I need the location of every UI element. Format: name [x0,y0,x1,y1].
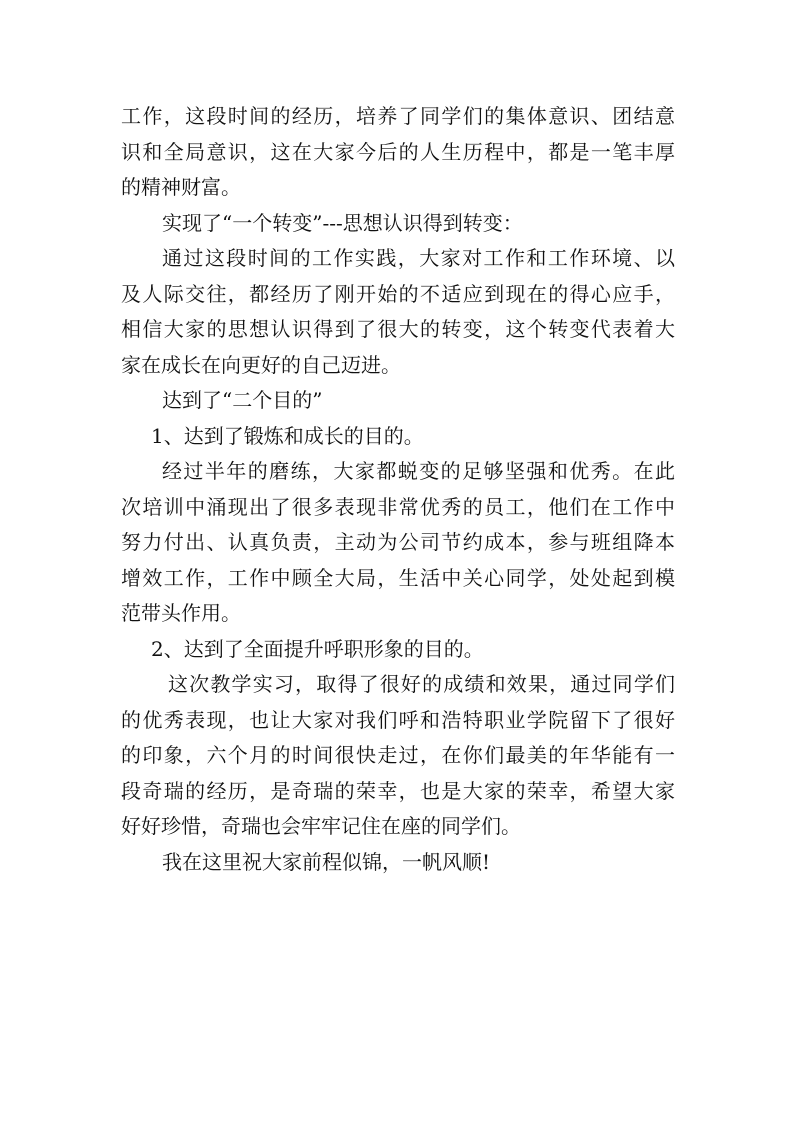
text-line: 识和全局意识，这在大家今后的人生历程中，都是一笔丰厚 [121,139,675,164]
text-line: 范带头作用。 [121,601,241,625]
section-heading: 达到了“二个目的” [162,388,323,412]
text-line: 工作，这段时间的经历，培养了同学们的集体意识、团结意 [121,104,675,128]
closing-line: 我在这里祝大家前程似锦，一帆风顺! [162,849,491,874]
text-line: 相信大家的思想认识得到了很大的转变，这个转变代表着大 [121,317,675,341]
text-line: 努力付出、认真负责，主动为公司节约成本，参与班组降本 [121,530,675,554]
text-line: 家在成长在向更好的自己迈进。 [121,352,401,377]
text-line: 经过半年的磨练，大家都蜕变的足够坚强和优秀。在此 [162,459,675,483]
text-line: 段奇瑞的经历，是奇瑞的荣幸，也是大家的荣幸，希望大家 [121,778,675,803]
text-line: 通过这段时间的工作实践，大家对工作和工作环境、以 [162,246,675,270]
text-line: 增效工作，工作中顾全大局，生活中关心同学，处处起到模 [121,565,675,590]
section-heading: 实现了“一个转变”---思想认识得到转变： [162,210,523,235]
text-line: 次培训中涌现出了很多表现非常优秀的员工，他们在工作中 [121,494,675,519]
list-item-heading: 1、达到了锻炼和成长的目的。 [151,423,424,448]
text-line: 的优秀表现，也让大家对我们呼和浩特职业学院留下了很好 [121,707,675,732]
text-line: 及人际交往，都经历了刚开始的不适应到现在的得心应手， [121,281,675,306]
text-line: 这次教学实习，取得了很好的成绩和效果，通过同学们 [168,672,675,696]
text-line: 好好珍惜，奇瑞也会牢牢记住在座的同学们。 [121,814,521,838]
list-item-heading: 2、达到了全面提升呼职形象的目的。 [151,636,484,661]
document-body [121,99,675,880]
text-line: 的精神财富。 [121,175,241,199]
text-line: 的印象，六个月的时间很快走过，在你们最美的年华能有一 [121,743,675,767]
